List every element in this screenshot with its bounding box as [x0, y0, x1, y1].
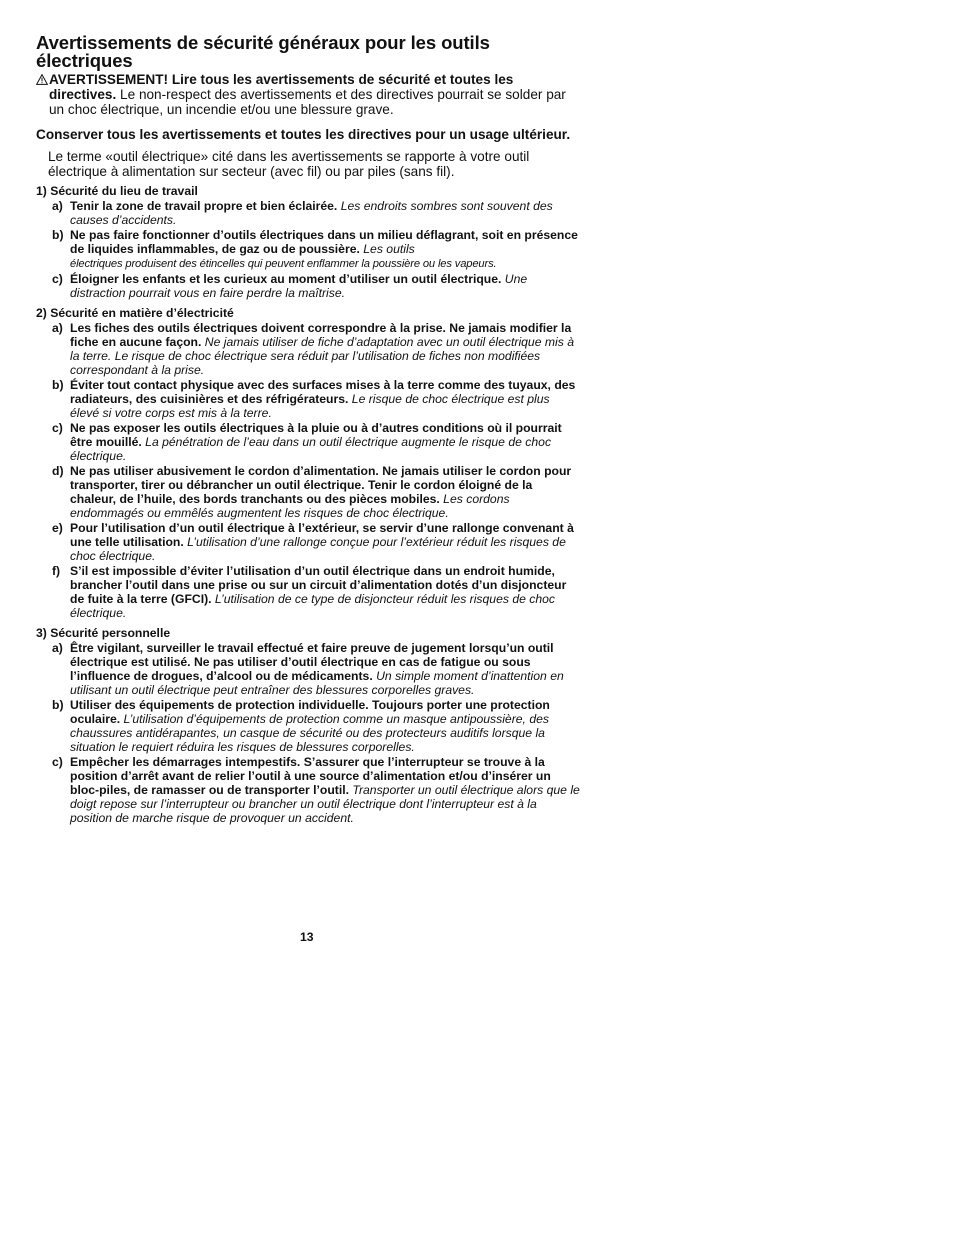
- item-bold: Ne pas exposer les outils électriques à la pluie ou à d’autres conditions où il pourrait être mouillé.: [70, 421, 562, 449]
- warning-triangle-icon: [36, 72, 49, 87]
- item-italic: Le risque de choc électrique est plus élevé si votre corps est mis à la terre.: [70, 392, 550, 420]
- content-column: [36, 34, 581, 831]
- list-item: [36, 321, 581, 377]
- item-italic: L’utilisation de ce type de disjoncteur réduit les risques de choc électrique.: [70, 592, 556, 620]
- item-label: c): [52, 272, 63, 286]
- warning-paragraph: [36, 72, 581, 117]
- item-italic: Les cordons endommagés ou emmêlés augmentent les risques de choc électrique.: [70, 492, 510, 520]
- item-italic: L’utilisation d’équipements de protection comme un masque antipoussière, des chaussures antidérapantes, un casque de sécurité ou des protecteurs auditifs lorsque la situation le requiert réduira les risques de blessures corporelles.: [70, 712, 549, 754]
- item-italic: Transporter un outil électrique alors que le doigt repose sur l’interrupteur ou brancher un outil électrique dont l’interrupteur est à la position de marche risque de provoquer un accident.: [70, 783, 580, 825]
- item-bold: Éloigner les enfants et les curieux au moment d’utiliser un outil électrique.: [70, 272, 502, 286]
- item-italic: Ne jamais utiliser de fiche d’adaptation avec un outil électrique mis à la terre. Le risque de choc électrique sera réduit par l’utilisation de fiches non modifiées correspondant à la prise.: [70, 335, 574, 377]
- item-bold: Ne pas faire fonctionner d’outils électriques dans un milieu déflagrant, soit en présence de liquides inflammables, de gaz ou de poussière.: [70, 228, 578, 256]
- item-italic: Un simple moment d’inattention en utilisant un outil électrique peut entraîner des blessures corporelles graves.: [70, 669, 564, 697]
- section-list-electrical: [36, 321, 581, 620]
- item-italic: L’utilisation d’une rallonge conçue pour l’extérieur réduit les risques de choc électrique.: [70, 535, 566, 563]
- item-label: a): [52, 199, 63, 213]
- item-bold: Utiliser des équipements de protection individuelle. Toujours porter une protection oculaire.: [70, 698, 550, 726]
- item-bold: Ne pas utiliser abusivement le cordon d’alimentation. Ne jamais utiliser le cordon pour transporter, tirer ou débrancher un outil électrique. Tenir le cordon éloigné de la chaleur, de l’huile, des bords tranchants ou des pièces mobiles.: [70, 464, 572, 506]
- section-heading-personal: 3) Sécurité personnelle: [36, 626, 171, 640]
- item-label: a): [52, 641, 63, 655]
- item-bold: Empêcher les démarrages intempestifs. S’assurer que l’interrupteur se trouve à la position d’arrêt avant de relier l’outil à une source d’alimentation et/ou d’insérer un bloc-piles, de ramasser ou de transporter l’outil.: [70, 755, 551, 797]
- item-bold: Les fiches des outils électriques doivent correspondre à la prise. Ne jamais modifier la fiche en aucune façon.: [70, 321, 572, 349]
- page-title: Avertissements de sécurité généraux pour les outils électriques: [36, 32, 490, 71]
- item-bold: Être vigilant, surveiller le travail effectué et faire preuve de jugement lorsqu’un outil électrique est utilisé. Ne pas utiliser d’outil électrique en cas de fatigue ou sous l’influence de drogues, d’alcool ou de médicaments.: [70, 641, 554, 683]
- item-bold: Éviter tout contact physique avec des surfaces mises à la terre comme des tuyaux, des radiateurs, des cuisinières et des réfrigérateurs.: [70, 378, 576, 406]
- list-item: [36, 199, 581, 227]
- list-item: [36, 228, 581, 271]
- section-heading-work-area: 1) Sécurité du lieu de travail: [36, 184, 198, 198]
- item-italic: La pénétration de l’eau dans un outil électrique augmente le risque de choc électrique.: [70, 435, 552, 463]
- list-item: [36, 564, 581, 620]
- item-bold: Tenir la zone de travail propre et bien éclairée.: [70, 199, 338, 213]
- item-italic-small: électriques produisent des étincelles qui peuvent enflammer la poussière ou les vapeurs.: [70, 258, 497, 270]
- section-heading-electrical: 2) Sécurité en matière d’électricité: [36, 306, 234, 320]
- item-label: c): [52, 755, 63, 769]
- section-list-work-area: [36, 199, 581, 300]
- list-item: [36, 464, 581, 520]
- page-number: 13: [300, 930, 314, 944]
- item-label: c): [52, 421, 63, 435]
- item-italic: Les outils: [359, 242, 415, 256]
- list-item: [36, 755, 581, 825]
- list-item: [36, 641, 581, 697]
- item-label: a): [52, 321, 63, 335]
- item-label: b): [52, 378, 64, 392]
- intro-paragraph: Le terme «outil électrique» cité dans les avertissements se rapporte à votre outil électrique à alimentation sur secteur (avec fil) ou par piles (sans fil).: [48, 149, 530, 179]
- item-label: f): [52, 564, 61, 578]
- item-italic: Les endroits sombres sont souvent des causes d’accidents.: [70, 199, 553, 227]
- list-item: [36, 421, 581, 463]
- warning-bold: AVERTISSEMENT! Lire tous les avertissements de sécurité et toutes les directives.: [49, 72, 514, 102]
- item-label: e): [52, 521, 63, 535]
- warning-text: Le non-respect des avertissements et des directives pourrait se solder par un choc électrique, un incendie et/ou une blessure grave.: [49, 87, 566, 117]
- item-italic: Une distraction pourrait vous en faire perdre la maîtrise.: [70, 272, 528, 300]
- list-item: [36, 521, 581, 563]
- item-bold: Pour l’utilisation d’un outil électrique à l’extérieur, se servir d’une rallonge convenant à une telle utilisation.: [70, 521, 574, 549]
- list-item: [36, 698, 581, 754]
- section-list-personal: [36, 641, 581, 825]
- item-label: b): [52, 698, 64, 712]
- item-label: d): [52, 464, 64, 478]
- item-bold: S’il est impossible d’éviter l’utilisation d’un outil électrique dans un endroit humide, brancher l’outil dans une prise ou sur un circuit d’alimentation dotés d’un disjoncteur de fuite à la terre (GFCI).: [70, 564, 567, 606]
- list-item: [36, 378, 581, 420]
- keep-instructions-notice: Conserver tous les avertissements et toutes les directives pour un usage ultérieur.: [36, 127, 571, 142]
- list-item: [36, 272, 581, 300]
- item-label: b): [52, 228, 64, 242]
